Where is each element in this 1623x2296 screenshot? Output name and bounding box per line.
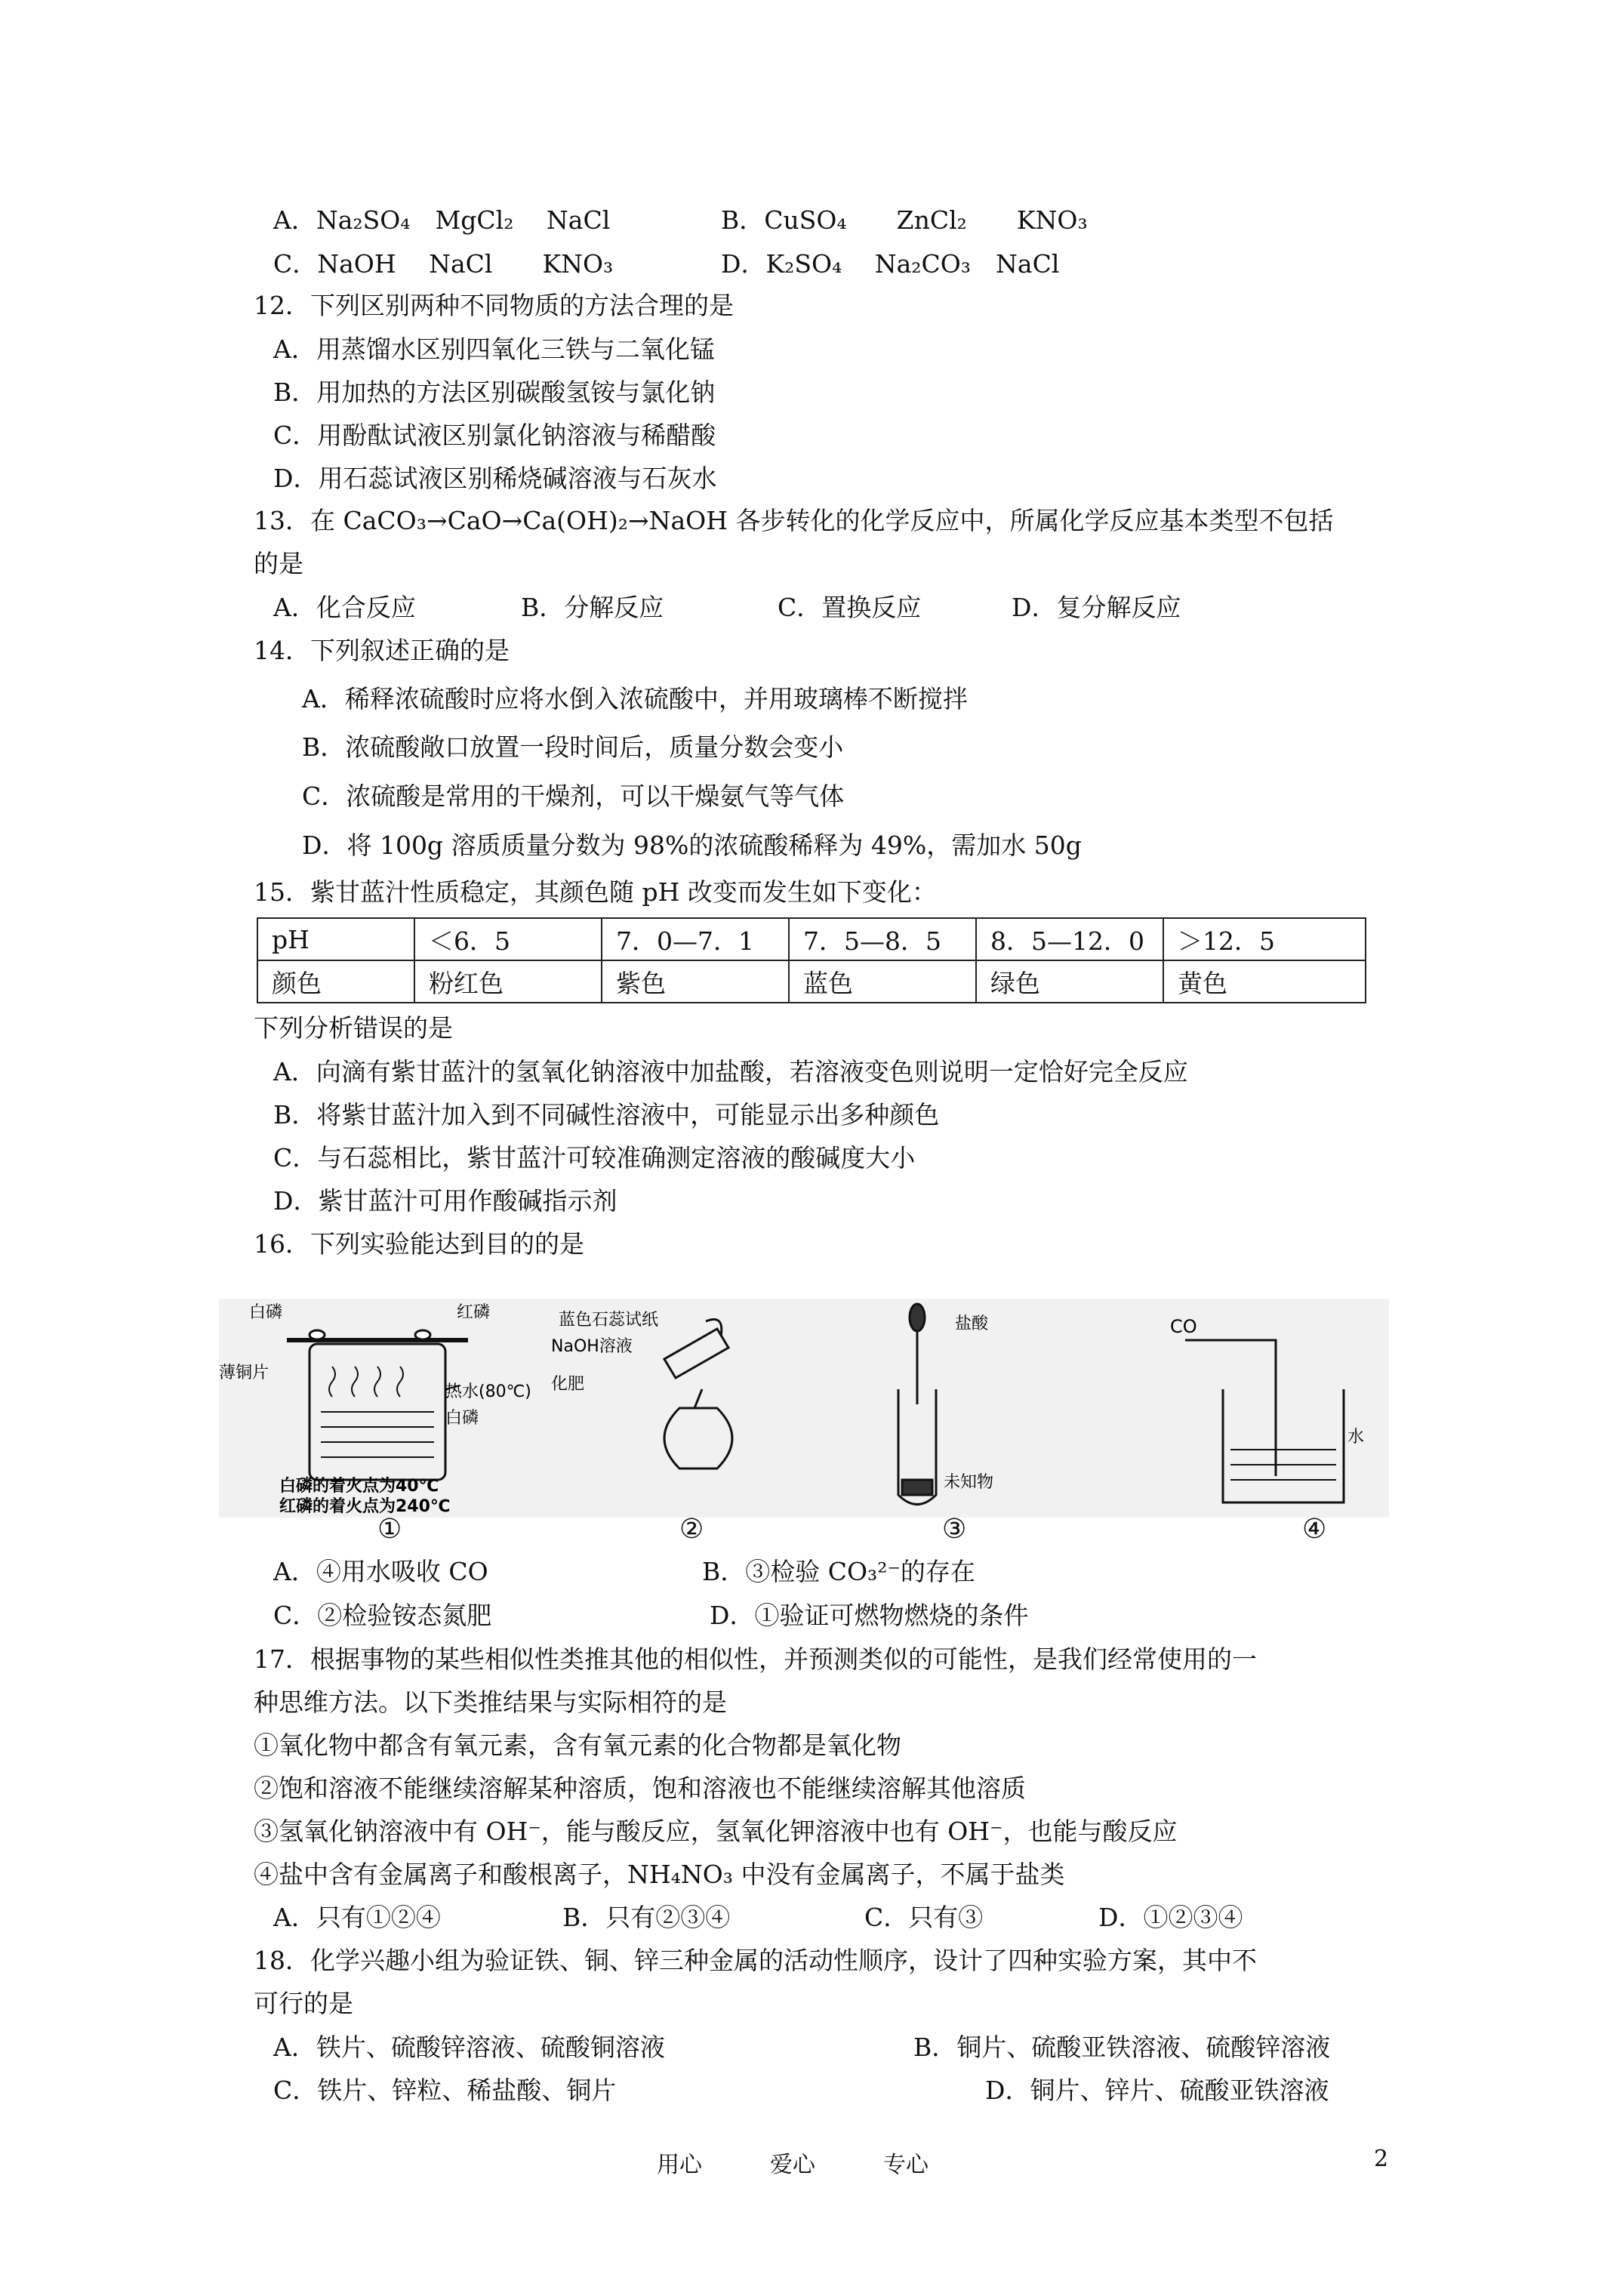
q13-stem-line1: 13．在 CaCO₃→CaO→Ca(OH)₂→NaOH 各步转化的化学反应中，所属化学反应基本类型不包括	[254, 506, 1334, 535]
q16-option-d: D．①验证可燃物燃烧的条件	[710, 1601, 1029, 1630]
table-cell: 8．5—12．0	[976, 918, 1163, 960]
q13-option-c: C．置换反应	[778, 593, 922, 622]
label-litmus-paper: 蓝色石蕊试纸	[559, 1311, 659, 1330]
label-water: 水	[1347, 1428, 1365, 1447]
q17-statement-4: ④盐中含有金属离子和酸根离子，NH₄NO₃ 中没有金属离子，不属于盐类	[254, 1860, 1065, 1889]
table-cell: 7．5—8．5	[789, 918, 976, 960]
q17-option-c: C．只有③	[864, 1903, 984, 1932]
q16-stem: 16．下列实验能达到目的的是	[254, 1229, 584, 1259]
q14-option-d: D．将 100g 溶质质量分数为 98%的浓硫酸稀释为 49%，需加水 50g	[302, 831, 1082, 860]
page-number: 2	[1374, 2146, 1389, 2172]
q13-option-a: A．化合反应	[273, 593, 416, 622]
q15-option-c: C．与石蕊相比，紫甘蓝汁可较准确测定溶液的酸碱度大小	[273, 1143, 916, 1173]
footer-word-3: 专心	[883, 2152, 929, 2178]
table-cell: ＞12．5	[1163, 918, 1366, 960]
footer-word-1: 用心	[657, 2152, 702, 2178]
label-naoh-solution: NaOH溶液	[551, 1337, 633, 1356]
apparatus-2	[664, 1320, 732, 1469]
q14-stem: 14．下列叙述正确的是	[254, 636, 510, 665]
q14-option-a: A．稀释浓硫酸时应将水倒入浓硫酸中，并用玻璃棒不断搅拌	[302, 684, 968, 713]
figure-number-1: ①	[377, 1514, 402, 1545]
q11-option-a: A．Na₂SO₄ MgCl₂ NaCl	[273, 205, 611, 235]
table-cell: 黄色	[1163, 960, 1366, 1003]
q14-option-c: C．浓硫酸是常用的干燥剂，可以干燥氨气等气体	[302, 781, 845, 811]
label-unknown-substance: 未知物	[944, 1473, 994, 1492]
table-cell: 粉红色	[414, 960, 602, 1003]
q17-stem-line1: 17．根据事物的某些相似性类推其他的相似性，并预测类似的可能性，是我们经常使用的一	[254, 1644, 1257, 1674]
q13-option-b: B．分解反应	[521, 593, 664, 622]
experiment-diagram	[219, 1299, 1389, 1518]
q17-statement-3: ③氢氧化钠溶液中有 OH⁻，能与酸反应，氢氧化钾溶液中也有 OH⁻，也能与酸反应	[254, 1817, 1178, 1846]
q18-stem-line1: 18．化学兴趣小组为验证铁、铜、锌三种金属的活动性顺序，设计了四种实验方案，其中不	[254, 1946, 1257, 1975]
label-ignition-note-1: 白磷的着火点为40℃	[279, 1477, 439, 1496]
q11-option-c: C．NaOH NaCl KNO₃	[273, 249, 614, 279]
label-white-phosphorus: 白磷	[249, 1303, 283, 1322]
q17-option-d: D．①②③④	[1098, 1903, 1243, 1932]
ph-row	[257, 918, 1366, 960]
q15-stem: 15．紫甘蓝汁性质稳定，其颜色随 pH 改变而发生如下变化：	[254, 877, 937, 907]
label-fertilizer: 化肥	[551, 1375, 585, 1394]
label-copper-sheet: 薄铜片	[219, 1364, 269, 1382]
apparatus-4	[1185, 1340, 1344, 1502]
q18-option-a: A．铁片、硫酸锌溶液、硫酸铜溶液	[273, 2032, 665, 2062]
table-cell: 颜色	[257, 960, 414, 1003]
table-cell: 紫色	[602, 960, 789, 1003]
table-cell: ＜6．5	[414, 918, 602, 960]
q13-option-d: D．复分解反应	[1012, 593, 1181, 622]
color-row	[257, 960, 1366, 1003]
figure-number-3: ③	[942, 1514, 967, 1545]
figure-number-4: ④	[1302, 1514, 1327, 1545]
q12-option-d: D．用石蕊试液区别稀烧碱溶液与石灰水	[273, 464, 717, 493]
label-hydrochloric-acid: 盐酸	[955, 1314, 989, 1333]
q17-option-b: B．只有②③④	[562, 1903, 731, 1932]
table-cell: pH	[257, 918, 414, 960]
q17-option-a: A．只有①②④	[273, 1903, 441, 1932]
q17-statement-1: ①氧化物中都含有氧元素，含有氧元素的化合物都是氧化物	[254, 1730, 901, 1760]
q11-option-b: B．CuSO₄ ZnCl₂ KNO₃	[721, 205, 1088, 235]
q15-option-a: A．向滴有紫甘蓝汁的氢氧化钠溶液中加盐酸，若溶液变色则说明一定恰好完全反应	[273, 1057, 1188, 1086]
q16-option-c: C．②检验铵态氮肥	[273, 1601, 492, 1630]
q15-option-d: D．紫甘蓝汁可用作酸碱指示剂	[273, 1186, 617, 1216]
footer-word-2: 爱心	[770, 2152, 815, 2178]
apparatus-1	[287, 1330, 468, 1480]
q12-option-c: C．用酚酞试液区别氯化钠溶液与稀醋酸	[273, 421, 716, 450]
experiment-figure	[219, 1299, 1389, 1518]
q15-option-b: B．将紫甘蓝汁加入到不同碱性溶液中，可能显示出多种颜色	[273, 1100, 940, 1130]
q17-statement-2: ②饱和溶液不能继续溶解某种溶质，饱和溶液也不能继续溶解其他溶质	[254, 1774, 1026, 1803]
q18-option-d: D．铜片、锌片、硫酸亚铁溶液	[985, 2076, 1329, 2105]
q12-option-a: A．用蒸馏水区别四氧化三铁与二氧化锰	[273, 334, 715, 364]
q16-option-a: A．④用水吸收 CO	[273, 1557, 488, 1586]
q18-option-b: B．铜片、硫酸亚铁溶液、硫酸锌溶液	[913, 2032, 1331, 2062]
label-ignition-note-2: 红磷的着火点为240℃	[279, 1497, 451, 1516]
q11-option-d: D．K₂SO₄ Na₂CO₃ NaCl	[721, 249, 1060, 279]
label-white-phosphorus-2: 白磷	[445, 1409, 479, 1428]
q18-stem-line2: 可行的是	[254, 1989, 353, 2018]
ph-color-table	[257, 917, 1366, 1003]
q16-option-b: B．③检验 CO₃²⁻的存在	[702, 1557, 975, 1586]
q18-option-c: C．铁片、锌粒、稀盐酸、铜片	[273, 2076, 617, 2105]
q15-sub-stem: 下列分析错误的是	[254, 1013, 453, 1043]
label-hot-water: 热水(80℃)	[445, 1382, 531, 1401]
table-cell: 7．0—7．1	[602, 918, 789, 960]
q17-stem-line2: 种思维方法。以下类推结果与实际相符的是	[254, 1687, 727, 1717]
label-red-phosphorus: 红磷	[457, 1303, 491, 1322]
table-cell: 蓝色	[789, 960, 976, 1003]
q13-stem-line2: 的是	[254, 549, 303, 578]
table-cell: 绿色	[976, 960, 1163, 1003]
q12-option-b: B．用加热的方法区别碳酸氢铵与氯化钠	[273, 378, 716, 407]
q14-option-b: B．浓硫酸敞口放置一段时间后，质量分数会变小	[302, 732, 844, 762]
apparatus-3	[898, 1304, 936, 1505]
q12-stem: 12．下列区别两种不同物质的方法合理的是	[254, 291, 734, 320]
figure-number-2: ②	[679, 1514, 704, 1545]
label-co: CO	[1170, 1316, 1197, 1337]
